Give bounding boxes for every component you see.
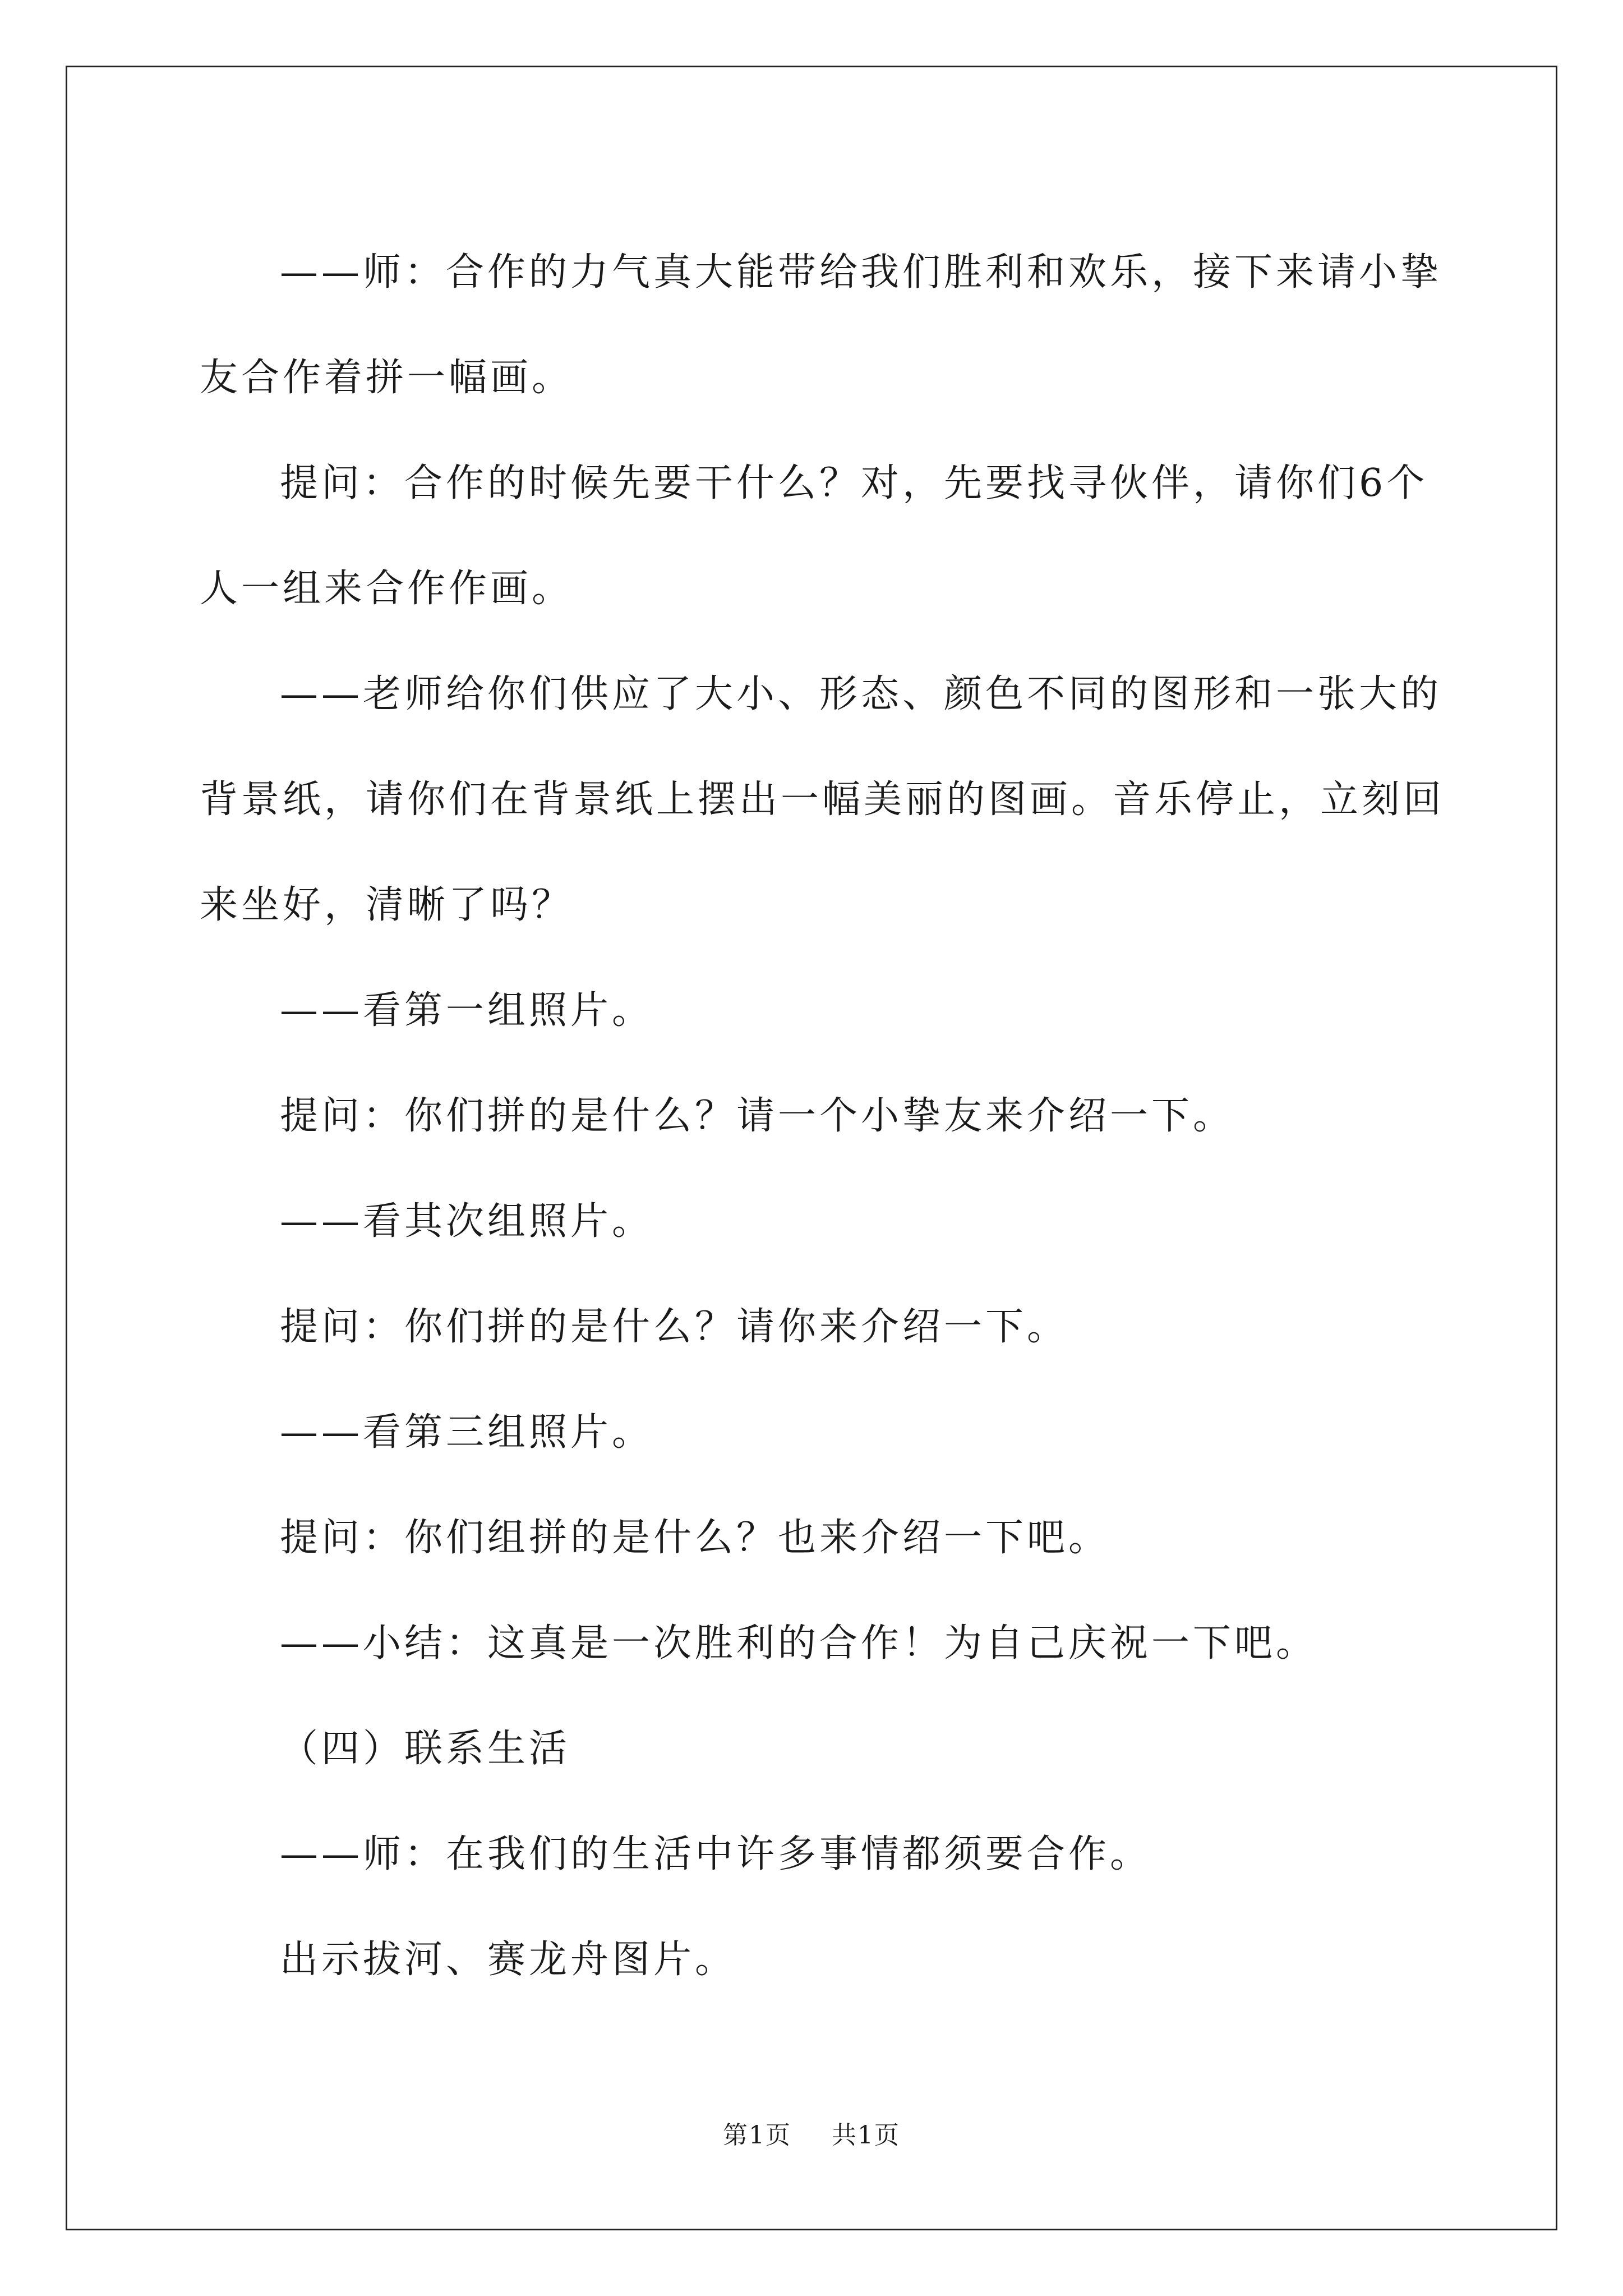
paragraph-line: 背景纸，请你们在背景纸上摆出一幅美丽的图画。音乐停止，立刻回 bbox=[200, 777, 1445, 822]
paragraph-line: 友合作着拼一幅画。 bbox=[200, 356, 574, 400]
paragraph-line: 出示拔河、赛龙舟图片。 bbox=[280, 1938, 737, 1982]
page-total: 共1页 bbox=[832, 2121, 900, 2150]
paragraph-line: ——老师给你们供应了大小、形态、颜色不同的图形和一张大的 bbox=[280, 672, 1442, 716]
page-number: 第1页 bbox=[723, 2121, 791, 2150]
paragraph-line: 来坐好，清晰了吗？ bbox=[200, 883, 574, 927]
paragraph-line: ——师：合作的力气真大能带给我们胜利和欢乐，接下来请小挚 bbox=[280, 250, 1442, 295]
paragraph-line: 提问：你们拼的是什么？请一个小挚友来介绍一下。 bbox=[280, 1094, 1235, 1138]
paragraph-line: 人一组来合作作画。 bbox=[200, 567, 574, 611]
document-body bbox=[200, 220, 1445, 2013]
paragraph-line: 提问：你们组拼的是什么？也来介绍一下吧。 bbox=[280, 1516, 1110, 1560]
paragraph-line: 提问：合作的时候先要干什么？对，先要找寻伙伴，请你们6个 bbox=[280, 461, 1428, 505]
paragraph-line: ——师：在我们的生活中许多事情都须要合作。 bbox=[280, 1832, 1152, 1876]
paragraph-line: 提问：你们拼的是什么？请你来介绍一下。 bbox=[280, 1305, 1069, 1349]
section-heading: （四）联系生活 bbox=[280, 1727, 571, 1771]
paragraph-line: ——小结：这真是一次胜利的合作！为自己庆祝一下吧。 bbox=[280, 1621, 1318, 1665]
page-footer bbox=[0, 2115, 1623, 2151]
paragraph-line: ——看第三组照片。 bbox=[280, 1410, 654, 1455]
paragraph-line: ——看第一组照片。 bbox=[280, 988, 654, 1033]
paragraph-line: ——看其次组照片。 bbox=[280, 1199, 654, 1244]
